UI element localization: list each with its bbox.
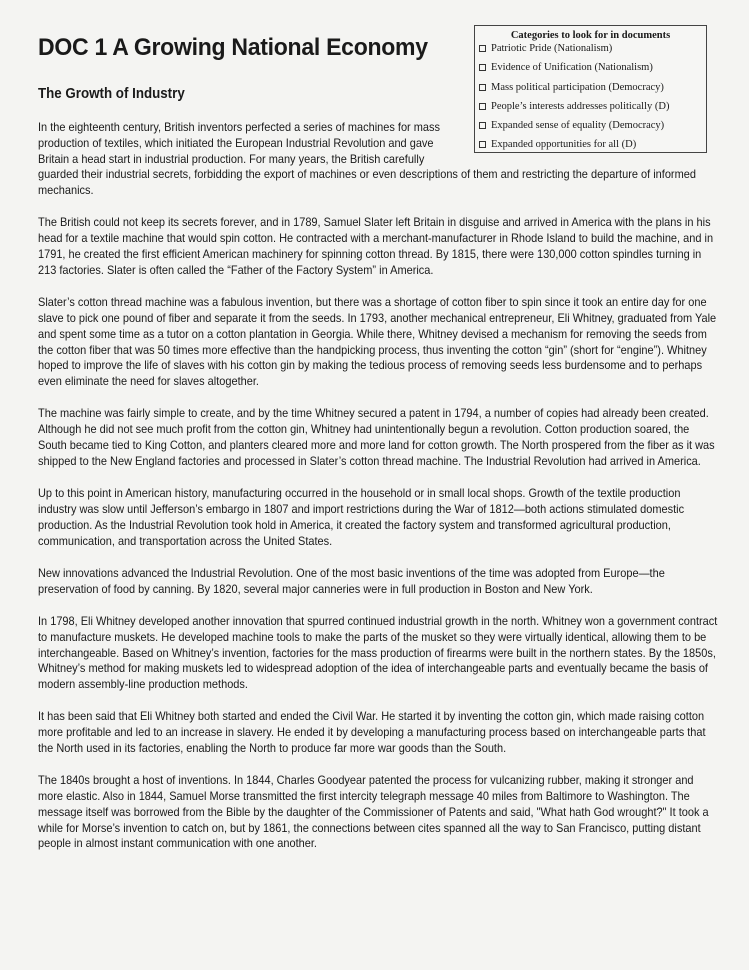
page-title: DOC 1 A Growing National Economy: [38, 34, 428, 61]
category-label: Evidence of Unification (Nationalism): [491, 62, 653, 73]
paragraph: New innovations advanced the Industrial Revolution. One of the most basic inventions of the time was adopted from Europe—the preservation of food by canning. By 1820, several major canneries were in full production in Boston and New York.: [38, 565, 665, 596]
checkbox-icon[interactable]: [479, 64, 486, 71]
checkbox-icon[interactable]: [479, 84, 486, 91]
paragraph: Slater’s cotton thread machine was a fabulous invention, but there was a shortage of cotton fiber to spin since it took an entire day for one slave to pick one pound of fiber and separate it from the seeds. In 1793, another mechanical entrepreneur, Eli Whitney, graduated from Yale and spent some time as a tutor on a cotton plantation in Georgia. While there, Whitney devised a mechanism for removing the seeds from the cotton fiber that was 50 times more effective than the handpicking process, thus inventing the cotton “gin” (short for “engine”). Whitney hoped to improve the life of slaves with his cotton gin by making the tedious process of removing seeds less burdensome and to perhaps even eliminate the need for slaves altogether.: [38, 295, 717, 389]
category-label: Patriotic Pride (Nationalism): [491, 43, 613, 54]
paragraph: The British could not keep its secrets forever, and in 1789, Samuel Slater left Britain in disguise and arrived in America with the plans in his head for a textile machine that would spin cotton. He contracted with a merchant-manufacturer in Rhode Island to build the machine, and in 1791, he created the first efficient American machinery for spinning cotton thread. By 1815, there were 130,000 cotton spindles turning in 213 factories. Slater is often called the “Father of the Factory System” in America.: [38, 215, 714, 277]
body-text: [38, 120, 718, 869]
paragraph: [38, 120, 719, 199]
category-label: Expanded sense of equality (Democracy): [491, 120, 665, 131]
paragraph-text: In the eighteenth century, British inventors perfected a series of machines for mass production of textiles, which initiated the European Industrial Revolution and gave Britain a head start in industrial production. For many years, the British carefully guarded their industrial secrets, forbidding the export of machines or even descriptions of them and restricting the departure of informed mechanics.: [38, 120, 696, 198]
category-item: [479, 101, 669, 112]
category-item: [479, 43, 612, 54]
paragraph: The 1840s brought a host of inventions. In 1844, Charles Goodyear patented the process for vulcanizing rubber, making it stronger and more elastic. Also in 1844, Samuel Morse transmitted the first intercity telegraph message 40 miles from Baltimore to Washington. The message itself was borrowed from the Bible by the daughter of the Commissioner of Patents and said, "What hath God wrought?" It took a while for Morse’s invention to catch on, but by 1861, the connections between cites spanned all the way to San Francisco, putting distant people in almost instant communication with one another.: [38, 773, 709, 851]
category-item: [479, 62, 653, 73]
categories-title: Categories to look for in documents: [510, 30, 671, 41]
paragraph: It has been said that Eli Whitney both started and ended the Civil War. He started it by inventing the cotton gin, which made raising cotton more profitable and led to an increase in slavery. He ended it by developing a manufacturing process based on interchangeable parts that the North used in its factories, enabling the North to produce far more war goods than the South.: [38, 709, 706, 755]
paragraph: The machine was fairly simple to create, and by the time Whitney secured a patent in 1794, a number of copies had already been created. Although he did not see much profit from the cotton gin, Whitney had unintentionally begun a revolution. Cotton production soared, the South became tied to King Cotton, and planters cleared more and more land for cotton growth. The North prospered from the fiber as it was shipped to the New England factories and processed in Slater’s cotton thread machine. The Industrial Revolution had arrived in America.: [38, 406, 715, 468]
category-item: [479, 82, 664, 93]
checkbox-icon[interactable]: [479, 103, 486, 110]
category-label: Mass political participation (Democracy): [491, 82, 664, 93]
paragraph: In 1798, Eli Whitney developed another innovation that spurred continued industrial growth in the north. Whitney won a government contract to manufacture muskets. He developed machine tools to make the parts of the musket so they were virtually identical, allowing them to be interchangeable. Based on Whitney’s invention, factories for the mass production of firearms were built in the northern states. By the 1850s, Whitney’s method for making muskets led to widespread adoption of the idea of interchangeable parts and eventually became the basis of modern assembly-line production methods.: [38, 613, 718, 692]
float-spacer: [448, 120, 719, 167]
section-heading: The Growth of Industry: [38, 86, 185, 102]
category-label: People’s interests addresses politically (D): [491, 101, 670, 112]
paragraph: Up to this point in American history, manufacturing occurred in the household or in small local shops. Growth of the textile production industry was slow until Jefferson’s embargo in 1807 and import restrictions during the War of 1812—both actions stimulated domestic production. As the Industrial Revolution took hold in America, it created the factory system and transformed agricultural production, communication, and transportation across the United States.: [38, 486, 685, 548]
checkbox-icon[interactable]: [479, 45, 486, 52]
category-label: Expanded opportunities for all (D): [491, 139, 637, 150]
